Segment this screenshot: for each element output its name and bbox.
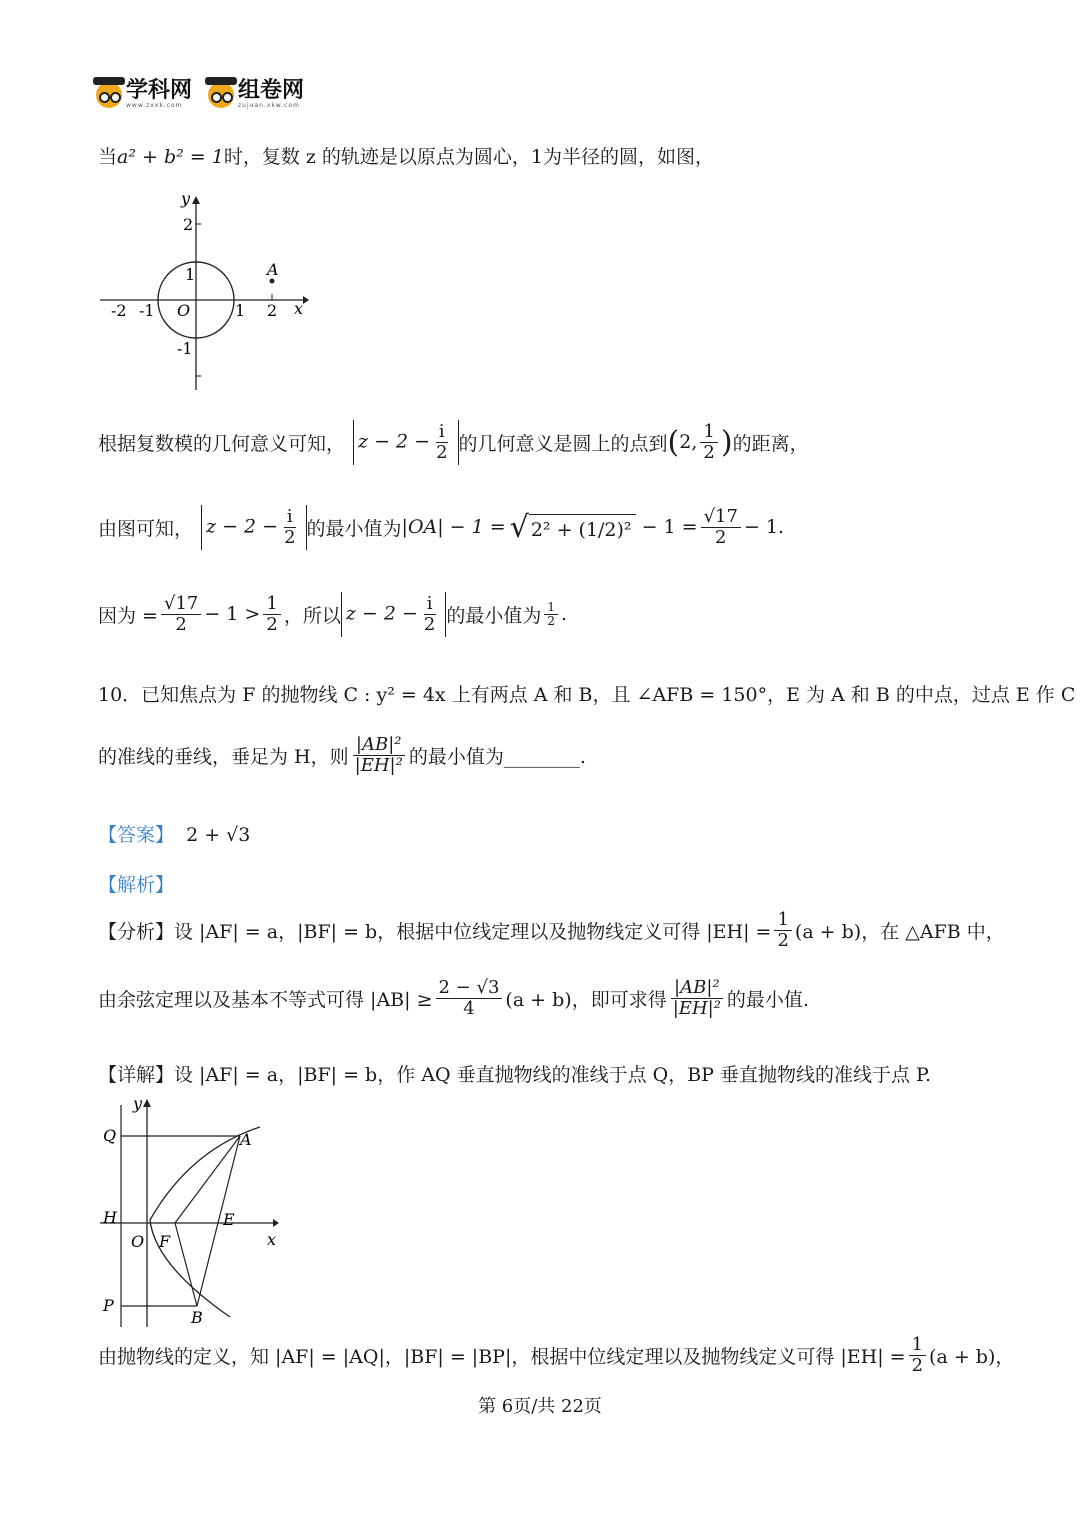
l1-eq: a² + b² = 1 [117,146,224,168]
fenxi-2b: (a + b)，即可求得 [505,988,667,1011]
text-line-3 [98,505,784,550]
frac-den: 2 [715,526,727,548]
l3-pre: 由图可知， [98,517,194,540]
label-p: P [103,1296,114,1315]
answer-value: 2 + √3 [186,824,251,846]
frac-num: i [424,594,436,615]
last-line-text: 由抛物线的定义，知 |AF| = |AQ|，|BF| = |BP|，根据中位线定理以及抛物线定义可得 |EH| = [98,1345,906,1368]
period: . [561,603,568,626]
logo-zujuan [208,80,304,109]
logo-zujuan-sub: zujuan.xkw.com [238,102,300,109]
label-h: H [103,1208,117,1227]
figure-unit-circle [95,190,315,395]
l2-mid: 的几何意义是圆上的点到 [458,432,668,455]
frac-num: |AB|² [671,978,723,999]
l4-post: 的最小值为 [446,604,542,627]
frac-num: 1 [544,601,558,615]
point-a-dot [270,279,275,284]
frac-num: 1 [909,1335,926,1356]
label-a: A [240,1130,252,1149]
last-line [98,1335,1014,1376]
label-q: Q [103,1126,117,1145]
fenxi-2: 由余弦定理以及基本不等式可得 |AB| ≥ [98,988,433,1011]
label-f: F [159,1232,171,1251]
sqrt-body: 2² + (1/2)² [529,514,636,541]
frac-den: |EH|² [354,754,403,776]
logo-xueke-name: 学科网 [126,78,193,103]
frac-num: √17 [701,507,741,528]
label-x: x [267,1230,277,1249]
frac-den: 2 [284,526,296,548]
owl-icon [208,82,234,108]
last-line-b: (a + b)， [929,1345,1015,1368]
l3-tail: |OA| − 1 = [401,516,506,539]
frac-den: 2 [911,1354,924,1376]
line-fb [175,1223,197,1306]
text-line-4 [98,592,567,637]
xiangjie-tag: 【详解】 [98,1064,175,1086]
x-tick-label: -1 [139,301,155,320]
fenxi-1b: (a + b)，在 △AFB 中， [794,920,1005,943]
frac-den: 2 [777,929,789,951]
fenxi-2c: 的最小值. [726,988,809,1011]
logo-zujuan-name: 组卷网 [238,78,305,103]
fenxi-line-1 [98,910,1005,951]
frac-num: i [284,507,296,528]
q10-line-1: 10．已知焦点为 F 的抛物线 C : y² = 4x 上有两点 A 和 B，且 ∠AFB = 150°，E 为 A 和 B 的中点，过点 E 作 C [98,684,1076,706]
point-a-label: A [267,260,279,279]
y-tick-label: 2 [183,215,194,234]
abs-expr [201,505,307,550]
frac-num: 1 [263,594,280,615]
label-b: B [191,1308,203,1327]
paren-close: ) [720,424,733,460]
x-tick-label: -2 [111,301,127,320]
tail: − 1. [743,516,785,539]
origin-label: O [177,301,191,320]
logo-xueke [96,80,192,109]
abs-expr-text: z − 2 − [206,515,279,538]
sqrt-sign: √ [509,509,529,545]
text-line-1 [98,142,714,169]
xiangjie-line [98,1060,931,1087]
q10-l2-post: 的最小值为________. [408,745,586,768]
fenxi-tag: 【分析】 [98,920,175,943]
frac-den: 2 [436,441,448,463]
analysis-tag: 【解析】 [98,874,175,896]
label-y: y [133,1095,143,1113]
abs-expr-text: z − 2 − [358,430,431,453]
q10-line-2 [98,735,586,776]
x-tick-label: 2 [267,301,278,320]
frac-den: 4 [463,997,475,1019]
frac-num: 2 − √3 [436,978,503,999]
frac-num: 1 [700,422,717,443]
q10-l2-pre: 的准线的垂线，垂足为 H，则 [98,745,349,768]
label-o: O [131,1232,145,1251]
parabola-curve [150,1127,260,1317]
page-footer: 第 6页/共 22页 [478,1396,602,1417]
y-label: y [181,190,191,208]
frac-den: 2 [266,613,278,635]
xiangjie-text: 设 |AF| = a，|BF| = b，作 AQ 垂直抛物线的准线于点 Q，BP 垂直抛物线的准线于点 P. [174,1064,931,1086]
frac-num: |AB|² [353,735,405,756]
header-logos [96,80,304,109]
abs-expr [353,420,459,465]
label-e: E [223,1210,235,1229]
frac-num: √17 [161,594,201,615]
frac-num: i [436,422,448,443]
y-tick-label: -1 [177,339,193,358]
fenxi-1: 设 |AF| = a，|BF| = b，根据中位线定理以及抛物线定义可得 |EH| = [174,920,772,943]
gt: − 1 > [204,603,261,626]
answer-tag: 【答案】 [98,824,175,846]
x-axis-arrow [273,1219,279,1227]
x-label: x [294,299,304,318]
l1-pre: 当 [98,146,118,168]
fenxi-line-2 [98,978,809,1019]
x-tick-label: 1 [235,301,246,320]
frac-den: 2 [703,441,715,463]
l2-post: 的距离， [732,432,809,455]
l4-pre: 因为 = [98,604,158,627]
abs-expr [341,592,447,637]
y-axis-arrow [192,196,200,204]
l4-mid: ，所以 [283,604,341,627]
owl-icon [96,82,122,108]
minus-one: − 1 = [641,516,698,539]
l3-mid: 的最小值为 [306,517,402,540]
frac-den: 2 [175,613,187,635]
l1-post: 时，复数 z 的轨迹是以原点为圆心，1为半径的圆，如图， [223,146,715,168]
x-axis-arrow [303,296,309,304]
text-line-2 [98,420,809,465]
frac-den: 2 [423,613,436,635]
figure-parabola [95,1095,295,1330]
abs-expr-text: z − 2 − [345,602,418,625]
logo-xueke-sub: www.zxxk.com [126,102,183,109]
y-axis-arrow [143,1099,151,1107]
l2-pre: 根据复数模的几何意义可知， [98,432,346,455]
paren-open: ( [667,424,680,460]
frac-den: 2 [547,613,555,628]
frac-den: |EH|² [672,997,721,1019]
answer-line [98,820,250,847]
y-tick-label: 1 [185,265,196,284]
frac-num: 1 [774,910,791,931]
point-coord: 2, [679,431,698,454]
